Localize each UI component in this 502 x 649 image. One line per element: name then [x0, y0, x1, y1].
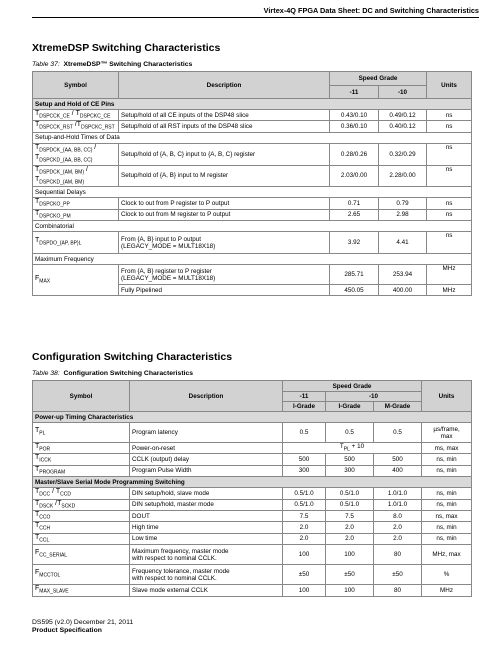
symbol-cell: $F_{MAX}$ [33, 265, 119, 296]
units-cell: ms, max [422, 443, 472, 454]
value-cell: 0.5 [326, 423, 374, 443]
units-line: µs/frame, [433, 425, 460, 433]
section-title-configuration: Configuration Switching Characteristics [32, 351, 233, 363]
table-row [33, 143, 472, 165]
desc-line: Maximum frequency, master mode [132, 547, 229, 555]
col-units: Units [422, 381, 472, 412]
units-cell: MHz [422, 585, 472, 596]
table38 [32, 380, 472, 597]
description-cell: Setup/hold of {A, B, C} input to {A, B, C} register [119, 143, 330, 165]
value-cell: 2.0 [283, 533, 326, 544]
table-row [33, 232, 472, 254]
units-cell: MHz, max [422, 545, 472, 565]
value-cell: 8.0 [374, 510, 422, 521]
symbol-cell: $F_{MCCTOL}$ [33, 565, 130, 585]
table-row [33, 198, 472, 209]
value-part: + 10 [349, 443, 365, 451]
footer-doc-id: DS595 (v2.0) December 21, 2011 [32, 619, 134, 626]
description-cell: Setup/hold of all RST inputs of the DSP48 slice [119, 121, 330, 132]
desc-line: with respect to nominal CCLK. [132, 574, 217, 582]
symbol-cell: $T_{CCH}$ [33, 522, 130, 533]
table-row [33, 121, 472, 132]
description-cell: High time [130, 522, 283, 533]
value-cell: 0.32/0.29 [379, 143, 427, 165]
units-cell: ns [427, 165, 472, 187]
units-cell: ns, min [422, 465, 472, 476]
value-cell: 3.92 [330, 232, 379, 254]
table-row [33, 522, 472, 533]
value-cell: 0.40/0.12 [379, 121, 427, 132]
symbol-cell: $T_{DCC} / T_{CCD}$ [33, 488, 130, 499]
value-cell: 0.49/0.12 [379, 110, 427, 121]
symbol-cell: $T_{POR}$ [33, 443, 130, 454]
desc-line: (LEGACY_MODE = MULT18X18) [121, 274, 216, 282]
description-cell: Fully Pipelined [119, 285, 330, 296]
description-cell: Clock to out from M register to P output [119, 209, 330, 220]
description-cell: DIN setup/hold, slave mode [130, 488, 283, 499]
description-cell [119, 232, 330, 254]
table-row [33, 465, 472, 476]
value-cell: 2.0 [374, 533, 422, 544]
value-cell: 400.00 [379, 285, 427, 296]
grade-10: -10 [379, 86, 427, 99]
value-cell: 0.5 [374, 423, 422, 443]
symbol-cell: $T_{PL}$ [33, 423, 130, 443]
col-description: Description [119, 72, 330, 99]
description-cell: Program latency [130, 423, 283, 443]
value-cell: ±50 [374, 565, 422, 585]
value-cell: 100 [326, 585, 374, 596]
units-cell: ns [427, 143, 472, 165]
symbol-cell: $T_{CCO}$ [33, 510, 130, 521]
units-line: max [440, 432, 453, 440]
table37-caption-num: Table 37: [32, 61, 60, 68]
table-row [33, 565, 472, 585]
symbol-cell: $F_{MAX\_SLAVE}$ [33, 585, 130, 596]
units-cell: MHz [427, 265, 472, 285]
value-cell: 0.5/1.0 [283, 488, 326, 499]
value-cell: 1.0/1.0 [374, 488, 422, 499]
value-cell: 300 [326, 465, 374, 476]
description-cell: DOUT [130, 510, 283, 521]
symbol-cell: $F_{CC\_SERIAL}$ [33, 545, 130, 565]
table38-caption [32, 370, 193, 377]
description-cell [130, 565, 283, 585]
value-cell: ±50 [283, 565, 326, 585]
units-cell: ns, min [422, 533, 472, 544]
table-row [33, 533, 472, 544]
units-cell: ns, min [422, 522, 472, 533]
table37-caption-title: XtremeDSP™ Switching Characteristics [63, 61, 193, 68]
table38-caption-title: Configuration Switching Characteristics [63, 370, 194, 377]
value-cell: 4.41 [379, 232, 427, 254]
value-cell: 7.5 [326, 510, 374, 521]
description-cell: Slave mode external CCLK [130, 585, 283, 596]
value-cell: 0.36/0.10 [330, 121, 379, 132]
section-row: Sequential Delays [33, 187, 472, 198]
section-row: Maximum Frequency [33, 254, 472, 265]
desc-line: Frequency tolerance, master mode [132, 567, 230, 575]
symbol-cell: $T_{DSCK}$ $/T_{SCKD}$ [33, 499, 130, 510]
value-cell: 2.0 [283, 522, 326, 533]
description-cell: Setup/hold of all CE inputs of the DSP48 slice [119, 110, 330, 121]
value-cell: 400 [374, 465, 422, 476]
value-cell: 0.28/0.26 [330, 143, 379, 165]
description-cell: Low time [130, 533, 283, 544]
value-cell: 100 [326, 545, 374, 565]
value-cell: 7.5 [283, 510, 326, 521]
value-cell: 2.28/0.00 [379, 165, 427, 187]
symbol-cell: $T_{CCL}$ [33, 533, 130, 544]
symbol-cell: $T_{DSPCKO\_PM}$ [33, 209, 119, 220]
value-cell: ±50 [326, 565, 374, 585]
units-cell: ns, min [422, 488, 472, 499]
section-title-xtremedsp: XtremeDSP Switching Characteristics [32, 42, 221, 54]
section-row: Power-up Timing Characteristics [33, 412, 472, 423]
value-cell: 0.5/1.0 [326, 488, 374, 499]
value-cell: 450.05 [330, 285, 379, 296]
description-cell [130, 545, 283, 565]
value-cell [283, 443, 422, 454]
description-cell: Clock to out from P register to P output [119, 198, 330, 209]
symbol-cell: $T_{DSPDO\_\{AP, BP\}L}$ [33, 232, 119, 254]
value-cell: 80 [374, 545, 422, 565]
footer-doc-type: Product Specification [32, 627, 102, 634]
units-cell: ns [427, 198, 472, 209]
value-cell: 500 [326, 454, 374, 465]
value-cell: 0.43/0.10 [330, 110, 379, 121]
section-row: Master/Slave Serial Mode Programming Switching [33, 477, 472, 488]
grade-11: -11 [330, 86, 379, 99]
i-grade: I-Grade [283, 402, 326, 412]
description-cell: Program Pulse Width [130, 465, 283, 476]
value-cell: 2.0 [326, 522, 374, 533]
value-cell: 0.79 [379, 198, 427, 209]
value-cell: 2.03/0.00 [330, 165, 379, 187]
units-cell [422, 423, 472, 443]
value-cell: 80 [374, 585, 422, 596]
units-cell: ns, max [422, 510, 472, 521]
units-cell: ns [427, 232, 472, 254]
units-cell: ns [427, 121, 472, 132]
table-row [33, 423, 472, 443]
description-cell: Power-on-reset [130, 443, 283, 454]
value-cell: 285.71 [330, 265, 379, 285]
desc-line: From {A, B} register to P register [121, 267, 212, 275]
table-row [33, 454, 472, 465]
units-cell: ns, min [422, 499, 472, 510]
table38-caption-num: Table 38: [32, 370, 60, 377]
desc-line: with respect to nominal CCLK. [132, 554, 217, 562]
table-row [33, 443, 472, 454]
col-speed-grade: Speed Grade [330, 72, 427, 86]
desc-line: From {A, B} input to P output [121, 235, 202, 243]
table37 [32, 71, 472, 296]
units-cell: MHz [427, 285, 472, 296]
value-cell: 0.5/1.0 [326, 499, 374, 510]
description-cell: CCLK (output) delay [130, 454, 283, 465]
grade-10: -10 [326, 392, 422, 402]
col-description: Description [130, 381, 283, 412]
value-cell: 2.0 [374, 522, 422, 533]
grade-11: -11 [283, 392, 326, 402]
table-row [33, 110, 472, 121]
value-cell: 500 [374, 454, 422, 465]
i-grade: I-Grade [326, 402, 374, 412]
value-cell: 100 [283, 545, 326, 565]
section-row: Combinatorial [33, 221, 472, 232]
table37-caption [32, 61, 192, 68]
value-cell: 0.5 [283, 423, 326, 443]
units-cell: ns [427, 110, 472, 121]
value-cell: 1.0/1.0 [374, 499, 422, 510]
symbol-cell: $T_{DSPCKO\_PP}$ [33, 198, 119, 209]
col-units: Units [427, 72, 472, 99]
units-cell: % [422, 565, 472, 585]
value-cell: 0.71 [330, 198, 379, 209]
value-cell: 253.94 [379, 265, 427, 285]
units-cell: ns [427, 209, 472, 220]
running-header: Virtex-4Q FPGA Data Sheet: DC and Switching Characteristics [263, 6, 479, 15]
col-symbol: Symbol [33, 72, 119, 99]
value-cell: 500 [283, 454, 326, 465]
value-part: T [339, 443, 344, 451]
description-cell [119, 265, 330, 285]
section-row: Setup and Hold of CE Pins [33, 99, 472, 110]
table-row [33, 488, 472, 499]
col-symbol: Symbol [33, 381, 130, 412]
description-cell: Setup/hold of {A, B} input to M register [119, 165, 330, 187]
page-footer [32, 619, 133, 635]
symbol-cell: $T_{DSPCCK\_RST}$ $/T_{DSPCKC\_RST}$ [33, 121, 119, 132]
table-row [33, 545, 472, 565]
desc-line: (LEGACY_MODE = MULT18X18) [121, 242, 216, 250]
symbol-cell: $T_{ICCK}$ [33, 454, 130, 465]
value-cell: 300 [283, 465, 326, 476]
col-speed-grade: Speed Grade [283, 381, 422, 392]
value-sub: PL [343, 446, 350, 453]
table-row [33, 265, 472, 285]
header-rule [32, 17, 479, 18]
table-row [33, 209, 472, 220]
value-cell: 100 [283, 585, 326, 596]
table-row [33, 499, 472, 510]
value-cell: 0.5/1.0 [283, 499, 326, 510]
value-cell: 2.98 [379, 209, 427, 220]
table-row [33, 510, 472, 521]
description-cell: DIN setup/hold, master mode [130, 499, 283, 510]
units-cell: ns, min [422, 454, 472, 465]
m-grade: M-Grade [374, 402, 422, 412]
table-row [33, 165, 472, 187]
table-row [33, 585, 472, 596]
section-row: Setup-and-Hold Times of Data [33, 132, 472, 143]
symbol-cell: $T_{DSPDCK\_\{AA, BB, CC\}}$ / $T_{DSPCKD\_\{AA, BB, CC\}}$ [33, 143, 119, 165]
symbol-cell: $T_{DSPDCK\_\{AM, BM\}}$ / $T_{DSPCKD\_\{AM, BM\}}$ [33, 165, 119, 187]
value-cell: 2.65 [330, 209, 379, 220]
symbol-cell: $T_{DSPCCK\_CE} / T_{DSPCKC\_CE}$ [33, 110, 119, 121]
value-cell: 2.0 [326, 533, 374, 544]
symbol-cell: $T_{PROGRAM}$ [33, 465, 130, 476]
